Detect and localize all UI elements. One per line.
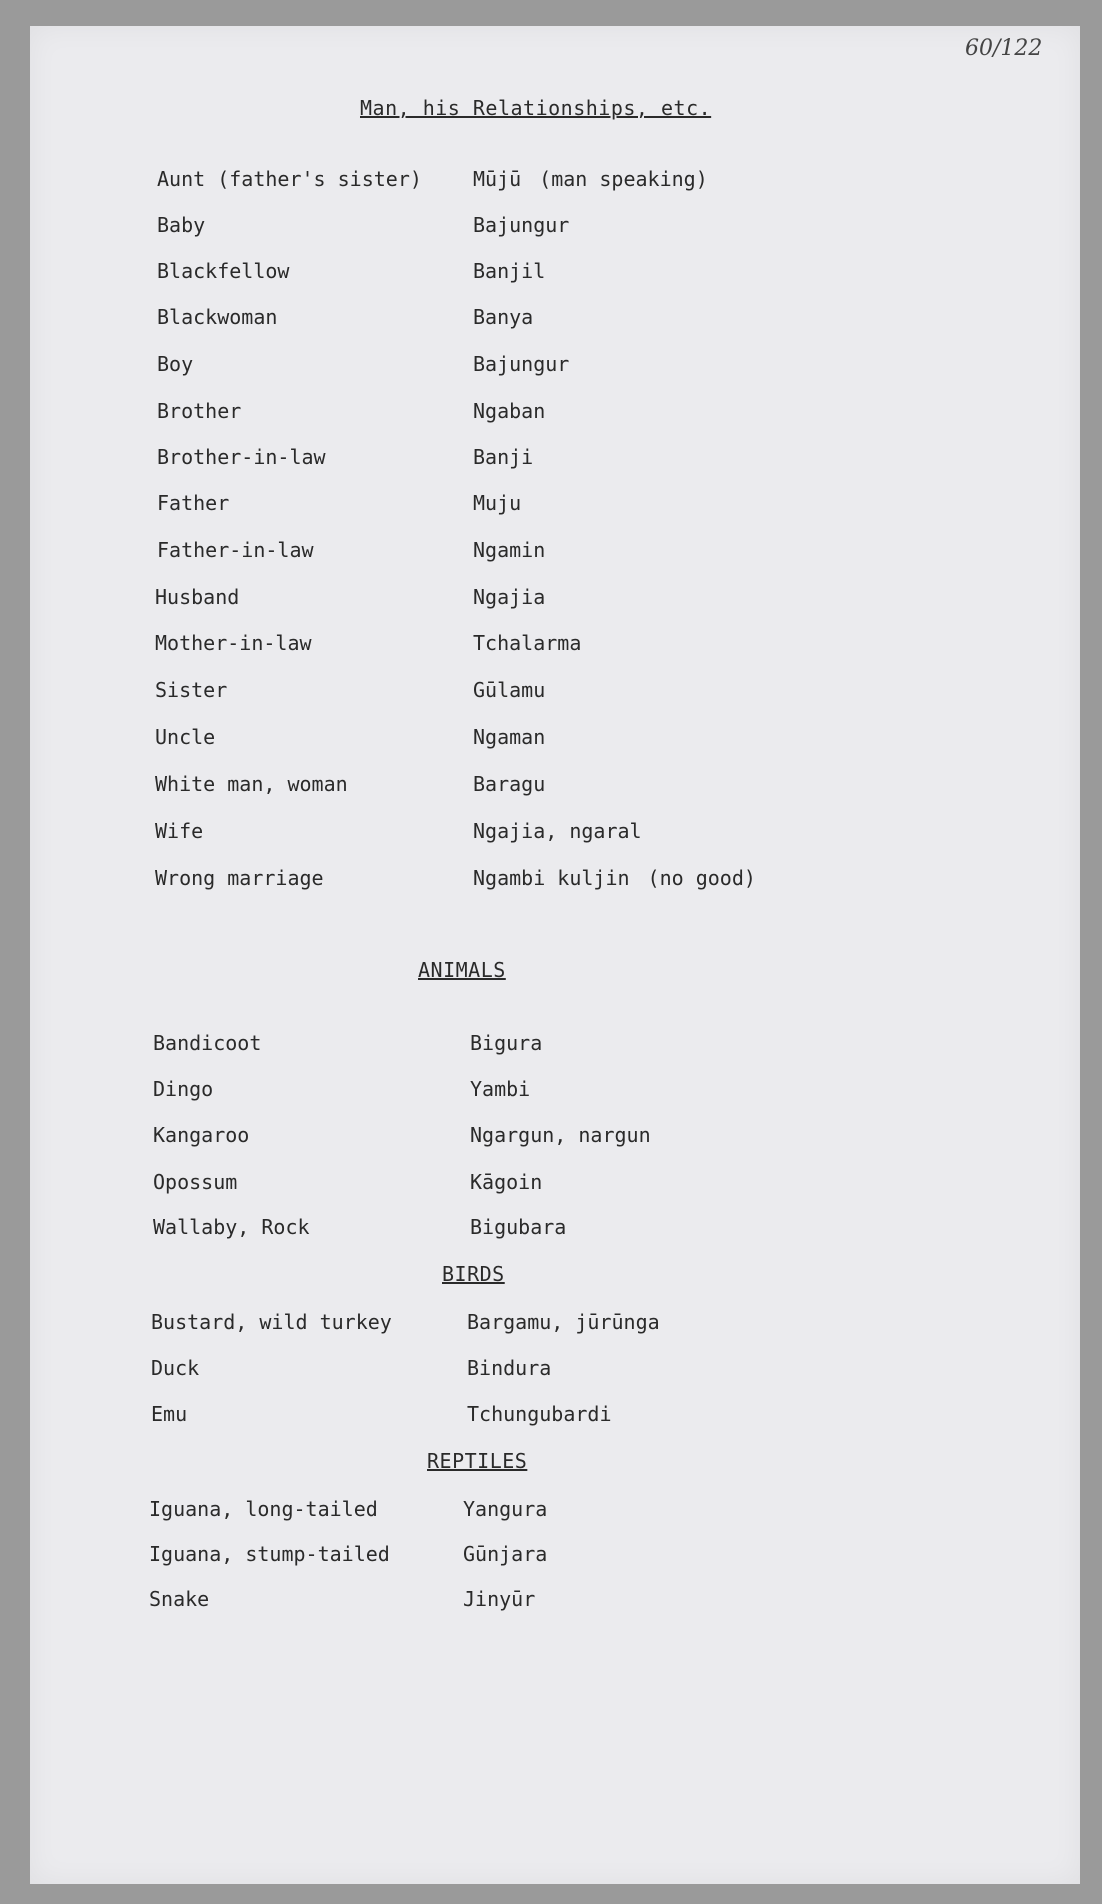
native-term: Kāgoin <box>470 1170 543 1194</box>
section-heading-birds: BIRDS <box>442 1262 505 1286</box>
section-heading-animals: ANIMALS <box>418 958 506 982</box>
english-term: Father-in-law <box>157 538 314 562</box>
english-term: Blackwoman <box>157 305 278 329</box>
page-title: Man, his Relationships, etc. <box>360 96 712 120</box>
native-term: Gūlamu <box>473 678 546 702</box>
native-term: Tchungubardi <box>467 1402 612 1426</box>
section-heading-reptiles: REPTILES <box>427 1449 528 1473</box>
native-term: Ngambi kuljin (no good) <box>473 866 756 890</box>
native-term: Ngaman <box>473 725 546 749</box>
page-number: 60/122 <box>965 36 1043 61</box>
english-term: Iguana, stump-tailed <box>149 1542 390 1566</box>
english-term: Blackfellow <box>157 259 290 283</box>
native-term: Mūjū (man speaking) <box>473 167 708 191</box>
english-term: Boy <box>157 352 194 376</box>
english-term: Bustard, wild turkey <box>151 1310 392 1334</box>
native-term: Tchalarma <box>473 631 582 655</box>
native-term: Ngaban <box>473 399 546 423</box>
english-term: Emu <box>151 1402 188 1426</box>
native-term: Bigubara <box>470 1215 567 1239</box>
native-term: Bajungur <box>473 213 570 237</box>
native-term: Baragu <box>473 772 546 796</box>
native-term: Bargamu, jūrūnga <box>467 1310 660 1334</box>
english-term: Father <box>157 491 230 515</box>
native-term: Bajungur <box>473 352 570 376</box>
english-term: Aunt (father's sister) <box>157 167 422 191</box>
english-term: Dingo <box>153 1077 214 1101</box>
english-term: Wife <box>155 819 204 843</box>
native-term: Muju <box>473 491 522 515</box>
english-term: Wallaby, Rock <box>153 1215 310 1239</box>
native-term: Bigura <box>470 1031 543 1055</box>
english-term: Snake <box>149 1587 210 1611</box>
native-term: Banji <box>473 445 534 469</box>
native-term: Ngamin <box>473 538 546 562</box>
english-term: Kangaroo <box>153 1123 250 1147</box>
english-term: Opossum <box>153 1170 238 1194</box>
native-term: Ngargun, nargun <box>470 1123 651 1147</box>
english-term: Bandicoot <box>153 1031 262 1055</box>
native-term: Ngajia <box>473 585 546 609</box>
english-term: Uncle <box>155 725 216 749</box>
usage-note: (no good) <box>647 866 756 890</box>
native-term: Jinyūr <box>463 1587 536 1611</box>
english-term: Brother-in-law <box>157 445 326 469</box>
native-term: Yambi <box>470 1077 531 1101</box>
english-term: Wrong marriage <box>155 866 324 890</box>
english-term: Husband <box>155 585 240 609</box>
english-term: Mother-in-law <box>155 631 312 655</box>
usage-note: (man speaking) <box>539 167 708 191</box>
english-term: Brother <box>157 399 242 423</box>
native-term: Gūnjara <box>463 1542 548 1566</box>
native-term: Bindura <box>467 1356 552 1380</box>
english-term: Duck <box>151 1356 200 1380</box>
english-term: Baby <box>157 213 206 237</box>
english-term: White man, woman <box>155 772 348 796</box>
english-term: Sister <box>155 678 228 702</box>
native-term: Ngajia, ngaral <box>473 819 642 843</box>
native-term: Banjil <box>473 259 546 283</box>
english-term: Iguana, long-tailed <box>149 1497 378 1521</box>
native-term: Yangura <box>463 1497 548 1521</box>
native-term: Banya <box>473 305 534 329</box>
